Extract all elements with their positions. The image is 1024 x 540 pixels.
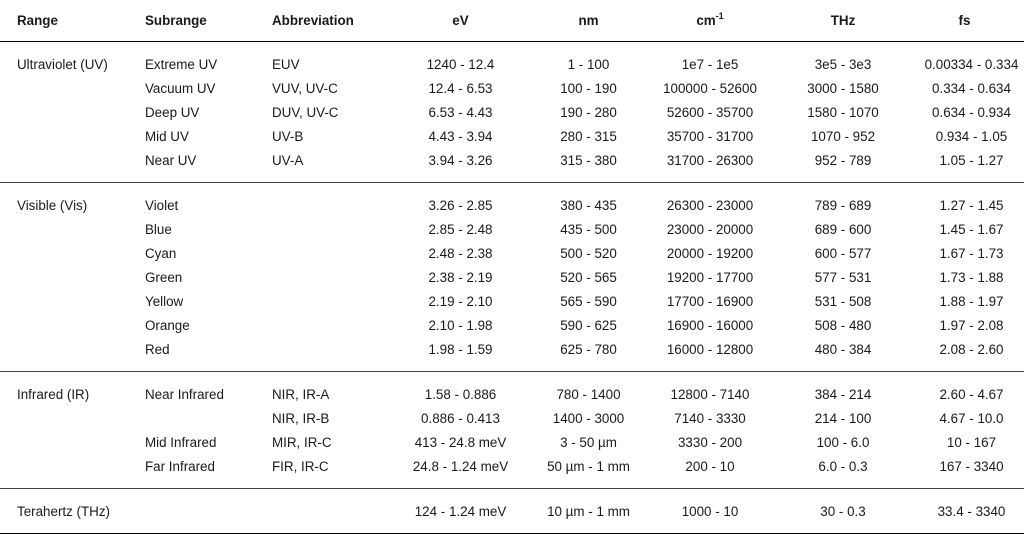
header-wavenumber [639, 0, 781, 42]
cell-thz: 214 - 100 [814, 410, 872, 426]
cell-fs: 4.67 - 10.0 [939, 410, 1004, 426]
cell-abbreviation: NIR, IR-B [272, 410, 330, 426]
table-row [0, 337, 1024, 372]
cell-abbreviation [255, 337, 383, 372]
cell-range [0, 313, 128, 337]
cell-wavenumber: 20000 - 19200 [666, 245, 754, 261]
cell-ev: 0.886 - 0.413 [421, 410, 500, 426]
cell-fs: 1.73 - 1.88 [939, 269, 1004, 285]
cell-abbreviation: EUV [272, 56, 300, 72]
cell-wavenumber: 23000 - 20000 [666, 221, 754, 237]
cell-fs: 1.45 - 1.67 [939, 221, 1004, 237]
cell-fs: 1.88 - 1.97 [939, 293, 1004, 309]
cell-abbreviation [255, 217, 383, 241]
cell-nm: 435 - 500 [560, 221, 617, 237]
table-row [0, 148, 1024, 183]
cell-nm: 3 - 50 µm [560, 434, 617, 450]
cell-wavenumber: 31700 - 26300 [639, 148, 781, 183]
cell-thz: 30 - 0.3 [781, 489, 905, 534]
cell-thz: 689 - 600 [814, 221, 872, 237]
cell-ev: 6.53 - 4.43 [428, 104, 493, 120]
cell-fs: 0.00334 - 0.334 [924, 56, 1019, 72]
cell-ev: 413 - 24.8 meV [414, 434, 507, 450]
cell-nm: 1400 - 3000 [552, 410, 625, 426]
cell-range [0, 76, 128, 100]
cell-wavenumber: 200 - 10 [639, 454, 781, 489]
cell-subrange: Near UV [128, 148, 255, 183]
table-row [0, 124, 1024, 148]
table-row [0, 241, 1024, 265]
cell-range [0, 241, 128, 265]
cell-nm: 1 - 100 [567, 56, 610, 72]
cell-thz: 1580 - 1070 [807, 104, 879, 120]
cell-range [0, 265, 128, 289]
cell-ev: 1.58 - 0.886 [424, 386, 497, 402]
cell-wavenumber: 35700 - 31700 [666, 128, 754, 144]
cell-subrange [128, 489, 255, 534]
cell-subrange: Mid Infrared [145, 434, 217, 450]
cell-abbreviation: UV-B [272, 128, 304, 144]
cell-abbreviation [255, 265, 383, 289]
cell-abbreviation [255, 241, 383, 265]
cell-range: Visible (Vis) [17, 197, 88, 213]
cell-subrange: Extreme UV [145, 56, 218, 72]
cell-thz: 6.0 - 0.3 [781, 454, 905, 489]
cell-range [0, 148, 128, 183]
table-row [0, 42, 1024, 77]
cell-wavenumber: 7140 - 3330 [674, 410, 746, 426]
cell-subrange: Deep UV [145, 104, 200, 120]
cell-wavenumber: 52600 - 35700 [666, 104, 754, 120]
cell-thz: 100 - 6.0 [816, 434, 870, 450]
header-row [0, 0, 1024, 42]
cell-thz: 3e5 - 3e3 [814, 56, 872, 72]
cell-ev: 2.19 - 2.10 [428, 293, 493, 309]
cell-fs: 33.4 - 3340 [905, 489, 1024, 534]
cell-abbreviation: UV-A [255, 148, 383, 183]
cell-subrange: Violet [145, 197, 179, 213]
table-row [0, 489, 1024, 534]
cell-abbreviation: MIR, IR-C [272, 434, 332, 450]
cell-thz: 952 - 789 [781, 148, 905, 183]
cell-range [0, 217, 128, 241]
cell-nm: 780 - 1400 [556, 386, 621, 402]
header-nm: nm [538, 0, 639, 42]
cell-thz: 1070 - 952 [810, 128, 876, 144]
cell-range [0, 100, 128, 124]
cell-thz: 480 - 384 [781, 337, 905, 372]
table-row [0, 76, 1024, 100]
cell-abbreviation [255, 289, 383, 313]
table-row [0, 289, 1024, 313]
cell-nm: 565 - 590 [560, 293, 617, 309]
header-wavenumber-exponent: -1 [715, 10, 724, 21]
cell-subrange: Green [145, 269, 183, 285]
cell-range: Terahertz (THz) [0, 489, 128, 534]
cell-abbreviation [255, 183, 383, 218]
cell-range: Infrared (IR) [17, 386, 90, 402]
cell-thz: 384 - 214 [814, 386, 872, 402]
table-row [0, 372, 1024, 407]
cell-fs: 167 - 3340 [905, 454, 1024, 489]
table-row [0, 454, 1024, 489]
header-thz: THz [781, 0, 905, 42]
cell-fs: 2.08 - 2.60 [905, 337, 1024, 372]
cell-range [0, 289, 128, 313]
cell-subrange: Far Infrared [128, 454, 255, 489]
header-range: Range [0, 0, 128, 42]
cell-ev: 2.10 - 1.98 [428, 317, 493, 333]
table-row [0, 265, 1024, 289]
cell-wavenumber: 16900 - 16000 [666, 317, 754, 333]
cell-range [0, 124, 128, 148]
cell-range [0, 406, 128, 430]
cell-subrange: Orange [145, 317, 190, 333]
header-wavenumber-base: cm [696, 13, 716, 28]
cell-nm: 280 - 315 [560, 128, 617, 144]
table-row [0, 313, 1024, 337]
table-body [0, 42, 1024, 534]
cell-ev: 3.94 - 3.26 [383, 148, 538, 183]
table-row [0, 217, 1024, 241]
cell-thz: 531 - 508 [814, 293, 872, 309]
cell-nm: 315 - 380 [538, 148, 639, 183]
cell-ev: 1240 - 12.4 [426, 56, 495, 72]
cell-nm: 190 - 280 [560, 104, 617, 120]
cell-nm: 50 µm - 1 mm [538, 454, 639, 489]
cell-wavenumber: 3330 - 200 [677, 434, 743, 450]
cell-fs: 2.60 - 4.67 [939, 386, 1004, 402]
cell-thz: 3000 - 1580 [807, 80, 879, 96]
cell-subrange: Mid UV [145, 128, 189, 144]
cell-thz: 508 - 480 [814, 317, 872, 333]
cell-abbreviation: NIR, IR-A [272, 386, 330, 402]
cell-range: Ultraviolet (UV) [17, 56, 108, 72]
cell-ev: 3.26 - 2.85 [428, 197, 493, 213]
cell-ev: 124 - 1.24 meV [383, 489, 538, 534]
header-fs: fs [905, 0, 1024, 42]
cell-fs: 1.27 - 1.45 [939, 197, 1004, 213]
cell-fs: 0.334 - 0.634 [932, 80, 1011, 96]
table-row [0, 183, 1024, 218]
header-abbreviation: Abbreviation [255, 0, 383, 42]
cell-ev: 2.38 - 2.19 [428, 269, 493, 285]
cell-nm: 520 - 565 [560, 269, 617, 285]
cell-fs: 1.05 - 1.27 [905, 148, 1024, 183]
cell-ev: 4.43 - 3.94 [428, 128, 493, 144]
cell-range [0, 454, 128, 489]
cell-nm: 590 - 625 [560, 317, 617, 333]
cell-wavenumber: 17700 - 16900 [666, 293, 754, 309]
cell-ev: 24.8 - 1.24 meV [383, 454, 538, 489]
cell-wavenumber: 19200 - 17700 [666, 269, 754, 285]
cell-abbreviation [255, 313, 383, 337]
cell-subrange: Near Infrared [145, 386, 224, 402]
cell-ev: 2.48 - 2.38 [428, 245, 493, 261]
table-row [0, 430, 1024, 454]
cell-thz: 789 - 689 [814, 197, 872, 213]
cell-wavenumber: 16000 - 12800 [639, 337, 781, 372]
cell-fs: 1.67 - 1.73 [939, 245, 1004, 261]
table-row [0, 100, 1024, 124]
cell-range [0, 337, 128, 372]
cell-range [0, 430, 128, 454]
table-row [0, 406, 1024, 430]
cell-ev: 1.98 - 1.59 [383, 337, 538, 372]
cell-nm: 625 - 780 [538, 337, 639, 372]
header-subrange: Subrange [128, 0, 255, 42]
header-ev: eV [383, 0, 538, 42]
cell-fs: 1.97 - 2.08 [939, 317, 1004, 333]
cell-fs: 0.634 - 0.934 [932, 104, 1011, 120]
cell-abbreviation: DUV, UV-C [272, 104, 339, 120]
cell-thz: 600 - 577 [814, 245, 872, 261]
cell-nm: 10 µm - 1 mm [538, 489, 639, 534]
cell-wavenumber: 1000 - 10 [639, 489, 781, 534]
cell-subrange: Cyan [145, 245, 177, 261]
cell-subrange [128, 406, 255, 430]
cell-ev: 12.4 - 6.53 [428, 80, 493, 96]
cell-nm: 500 - 520 [560, 245, 617, 261]
cell-subrange: Blue [145, 221, 172, 237]
cell-fs: 0.934 - 1.05 [935, 128, 1008, 144]
cell-abbreviation: FIR, IR-C [255, 454, 383, 489]
cell-nm: 380 - 435 [560, 197, 617, 213]
cell-wavenumber: 100000 - 52600 [663, 80, 757, 96]
cell-wavenumber: 1e7 - 1e5 [681, 56, 739, 72]
cell-nm: 100 - 190 [560, 80, 617, 96]
cell-subrange: Yellow [145, 293, 184, 309]
cell-abbreviation: VUV, UV-C [272, 80, 338, 96]
cell-subrange: Vacuum UV [145, 80, 216, 96]
cell-wavenumber: 12800 - 7140 [670, 386, 750, 402]
cell-thz: 577 - 531 [814, 269, 872, 285]
cell-subrange: Red [128, 337, 255, 372]
cell-fs: 10 - 167 [946, 434, 997, 450]
cell-abbreviation [255, 489, 383, 534]
cell-wavenumber: 26300 - 23000 [666, 197, 754, 213]
cell-ev: 2.85 - 2.48 [428, 221, 493, 237]
